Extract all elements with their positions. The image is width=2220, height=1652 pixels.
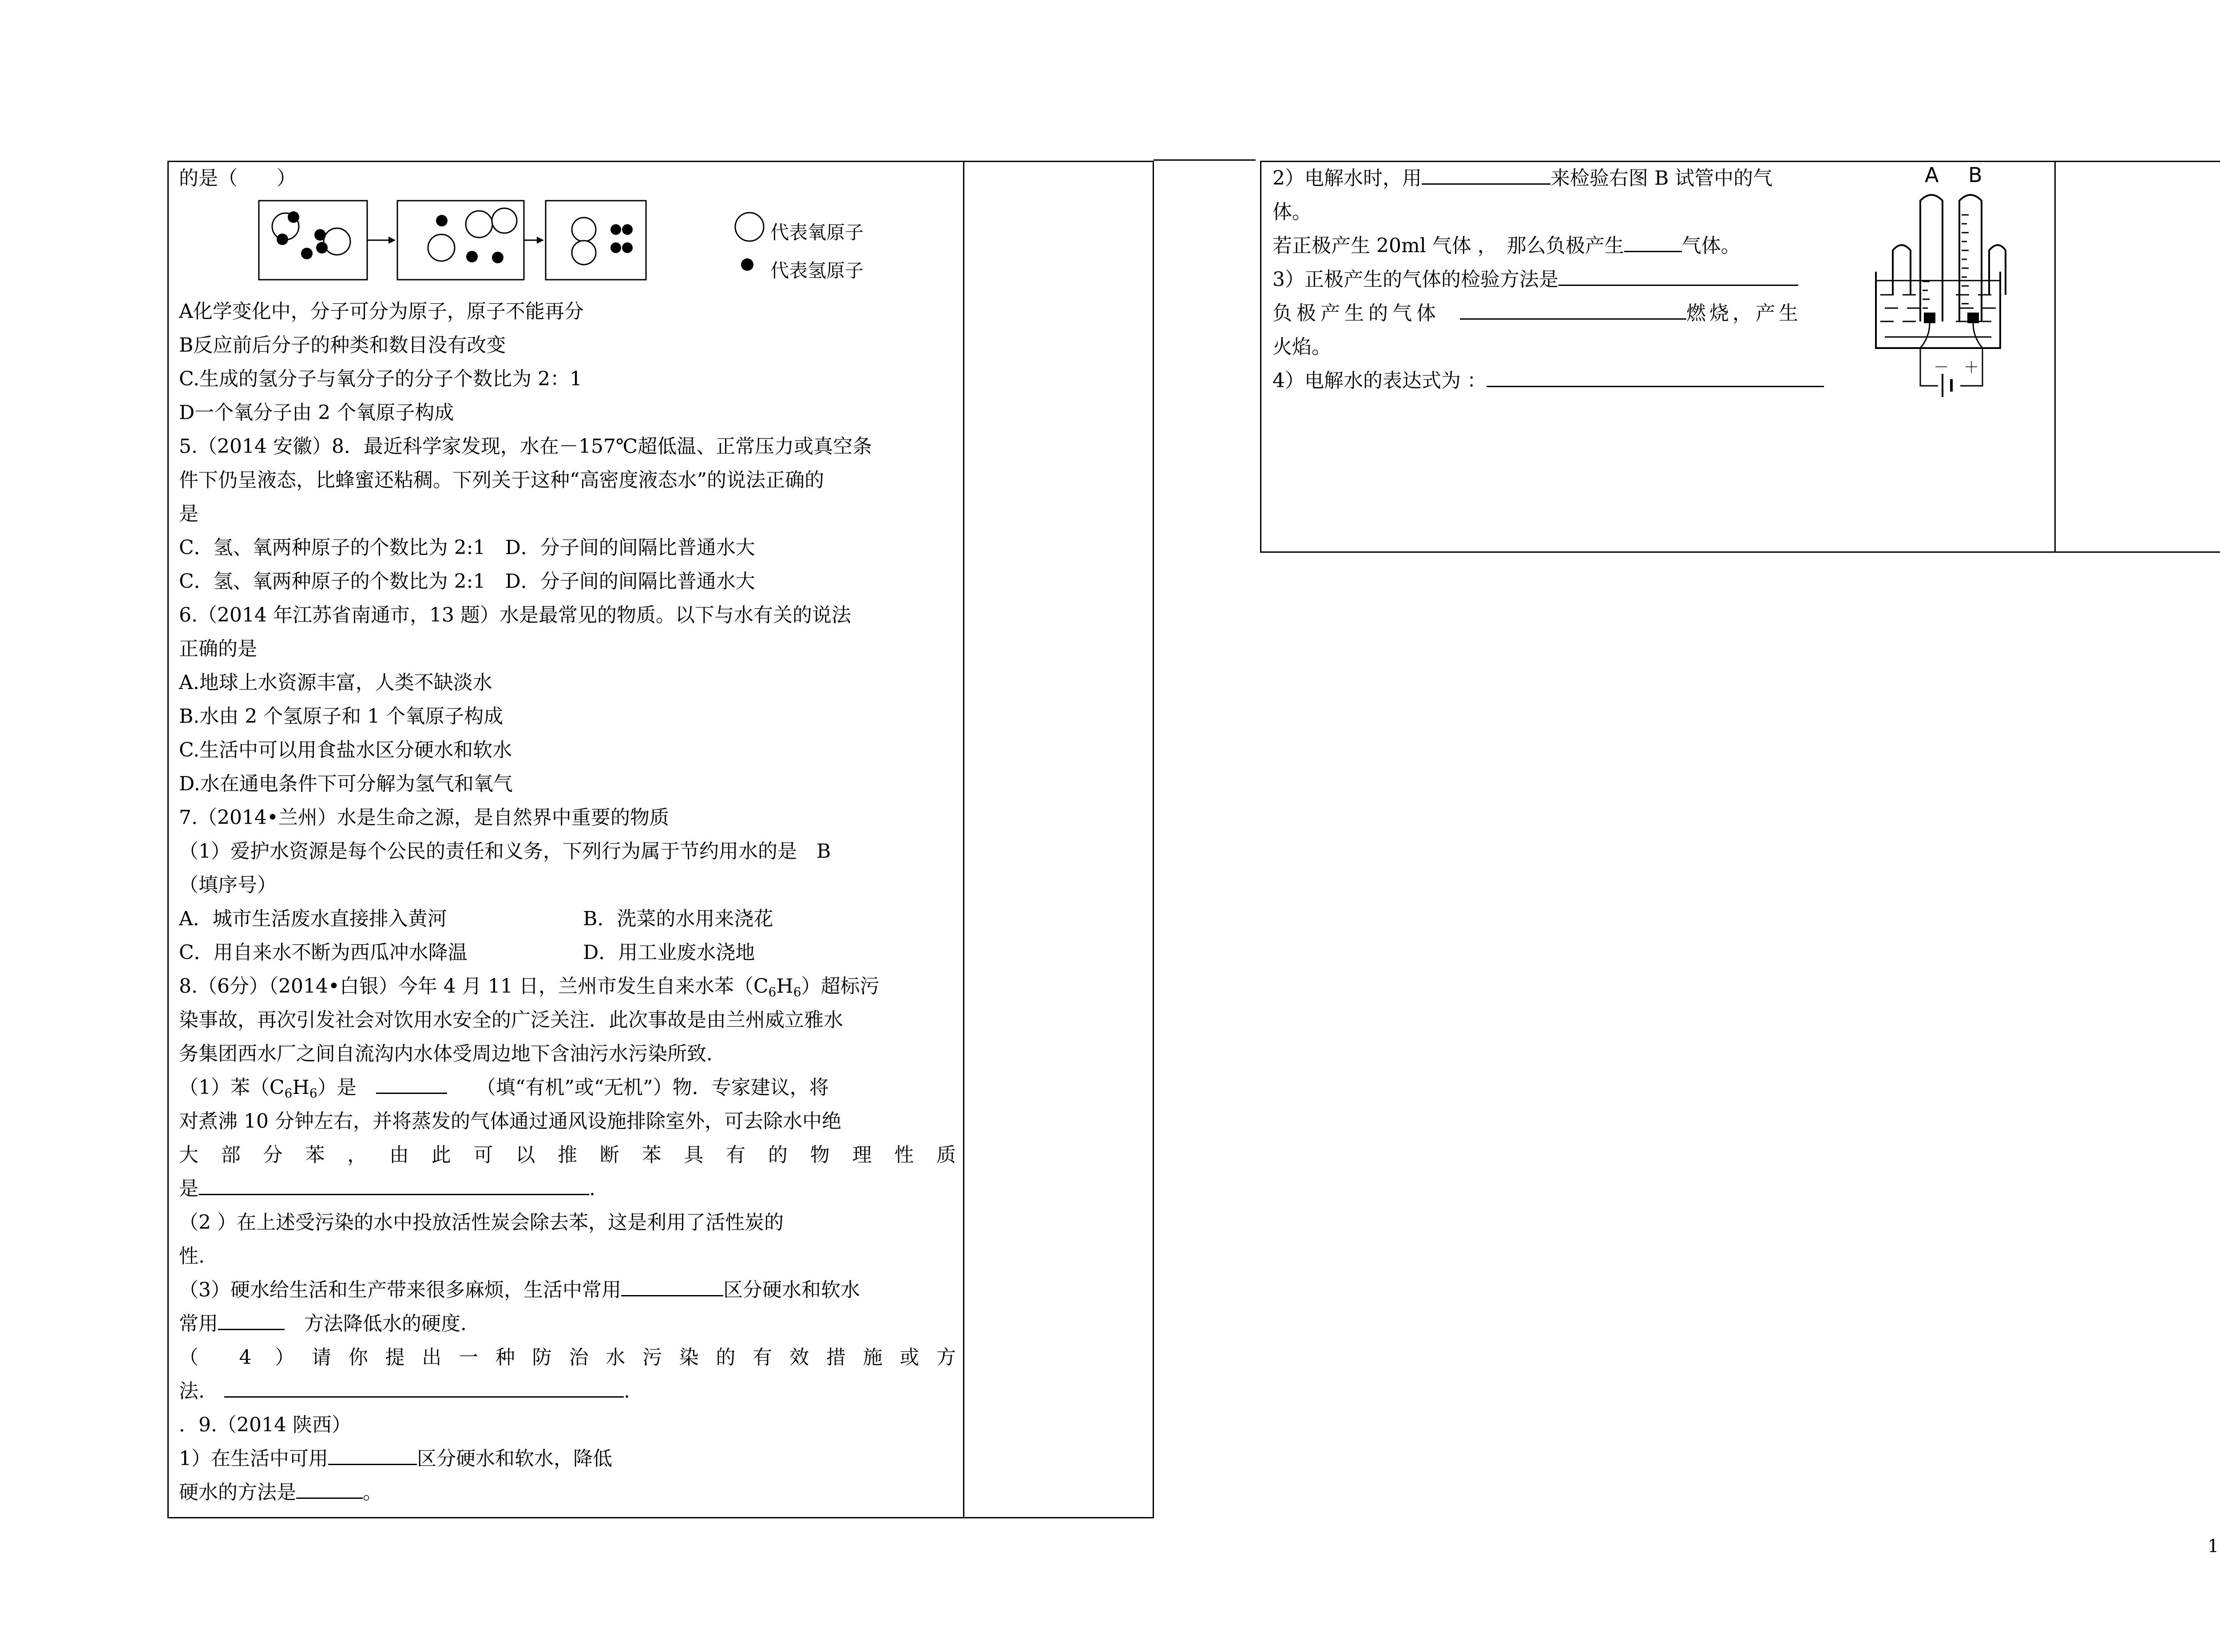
side-arm-right	[1989, 245, 2006, 295]
right-line-6: 火焰。	[1273, 336, 1331, 358]
q7-options-ab	[179, 902, 956, 936]
right-line-2: 体。	[1273, 201, 1312, 223]
molecule-diagram	[179, 195, 956, 295]
q7-part1: （1）爱护水资源是每个公民的责任和义务，下列行为属于节约用水的是 B	[179, 840, 831, 863]
electrode-b	[1967, 313, 1979, 323]
reactant-box	[259, 201, 367, 280]
q8-part2-line-2: 性.	[179, 1245, 205, 1268]
q6-option-b: B.水由 2 个氢原子和 1 个氧原子构成	[179, 705, 503, 728]
gas-test-blank[interactable]	[1422, 166, 1550, 185]
q6-option-d: D.水在通电条件下可分解为氢气和氧气	[179, 773, 513, 795]
tube-a-label: A	[1925, 163, 1939, 187]
right-line-4: 3）正极产生的气体的检验方法是	[1273, 263, 1856, 297]
q6-line-1: 6.（2014 年江苏省南通市，13 题）水是最常见的物质。以下与水有关的说法	[179, 604, 851, 626]
negative-gas-blank[interactable]	[1460, 301, 1686, 320]
tube-a-graduations	[1923, 281, 1930, 308]
page-number: 1	[2208, 1536, 2219, 1557]
tube-b	[1959, 195, 1982, 321]
q9-line-2: 1）在生活中可用 区分硬水和软水，降低	[179, 1442, 956, 1476]
q8-hardwater-distinguish-blank[interactable]	[621, 1277, 723, 1296]
minus-sign: －	[1934, 359, 1949, 376]
q7-option-b: B．洗菜的水用来浇花	[583, 907, 773, 930]
right-table-divider	[2054, 161, 2056, 553]
electrolysis-apparatus	[1867, 162, 2009, 410]
q8-part1-line-1: （1）苯$(C_6H_6)$是 （填“有机”或“无机”）物．专家建议，将	[179, 1071, 956, 1105]
right-line-1: 2）电解水时，用 来检验右图 B 试管中的气	[1273, 162, 1856, 195]
electrode-a	[1924, 313, 1935, 323]
right-line-3: 若正极产生 20ml 气体 ， 那么负极产生 气体。	[1273, 229, 1856, 263]
negative-gas-volume-blank[interactable]	[1624, 233, 1682, 252]
q8-part1-line-4: 是 .	[179, 1172, 956, 1206]
q8-measure-blank[interactable]	[224, 1379, 624, 1398]
q4-option-c: C.生成的氢分子与氧分子的分子个数比为 2：1	[179, 368, 583, 390]
q8-part1-line-2: 对煮沸 10 分钟左右，并将蒸发的气体通过通风设施排除室外，可去除水中绝	[179, 1110, 841, 1133]
q4-tail: 的是（ ）	[179, 167, 296, 190]
q6-line-2: 正确的是	[179, 638, 257, 660]
q7-option-c: C．用自来水不断为西瓜冲水降温	[179, 941, 468, 964]
right-line-7: 4）电解水的表达式为 ：	[1273, 364, 1856, 398]
q9-line-1: ．9.（2014 陕西）	[179, 1414, 351, 1436]
q8-softening-method-blank[interactable]	[218, 1311, 285, 1330]
q7-stem: 7.（2014•兰州）水是生命之源，是自然界中重要的物质	[179, 806, 669, 829]
right-line-5: 负极产生的气体 燃烧，产生	[1273, 297, 1856, 330]
plus-sign: ＋	[1964, 359, 1979, 376]
q8-line-2: 染事故，再次引发社会对饮用水安全的广泛关注．此次事故是由兰州威立雅水	[179, 1009, 843, 1031]
tube-b-graduations	[1962, 215, 1969, 304]
q5-line-2: 件下仍呈液态，比蜂蜜还粘稠。下列关于这种“高密度液态水”的说法正确的	[179, 469, 824, 491]
positive-gas-test-blank[interactable]	[1558, 267, 1798, 286]
right-column	[1273, 162, 1856, 398]
q5-line-3: 是	[179, 503, 198, 525]
side-arm-left	[1893, 245, 1911, 295]
q7-option-a: A．城市生活废水直接排入黄河	[179, 907, 447, 930]
q8-part1-answer-blank[interactable]	[376, 1075, 447, 1094]
q8-line-1: 8.（6分）（2014•白银）今年 4 月 11 日，兰州市发生自来水苯$(C_6H_6)$超标污	[179, 975, 880, 999]
q8-part4-line-2: 法. .	[179, 1375, 956, 1408]
q5-line-1: 5.（2014 安徽）8．最近科学家发现，水在－157℃超低温、正常压力或真空条	[179, 435, 872, 458]
legend-oxygen-label: 代表氧原子	[770, 222, 864, 243]
electrolysis-expression-blank[interactable]	[1487, 368, 1824, 387]
q8-part4-line-1: （ 4 ）请你提出一种防治水污染的有效措施或方	[179, 1346, 956, 1369]
q8-part3-line-1: （3）硬水给生活和生产带来很多麻烦，生活中常用 区分硬水和软水	[179, 1273, 956, 1307]
q9-line-3: 硬水的方法是 。	[179, 1476, 956, 1509]
q7-option-d: D．用工业废水浇地	[583, 941, 755, 964]
q9-distinguish-blank[interactable]	[328, 1446, 417, 1465]
q6-option-c: C.生活中可以用食盐水区分硬水和软水	[179, 739, 512, 761]
left-column	[179, 162, 956, 1509]
q8-property-blank[interactable]	[198, 1176, 589, 1195]
q4-option-b: B反应前后分子的种类和数目没有改变	[179, 334, 506, 357]
left-table-top-extension	[1154, 159, 1256, 161]
q5-option-line-1: C．氢、氧两种原子的个数比为 2:1 D．分子间的间隔比普通水大	[179, 536, 755, 559]
q8-part3-line-2: 常用 方法降低水的硬度.	[179, 1307, 956, 1341]
tube-b-label: B	[1968, 163, 1982, 187]
left-table-divider	[963, 161, 964, 1518]
q8-line-3: 务集团西水厂之间自流沟内水体受周边地下含油污水污染所致．	[179, 1042, 726, 1065]
q4-option-a: A化学变化中，分子可分为原子，原子不能再分	[179, 300, 584, 323]
q8-part1-line-3: 大部分苯，由此可以推断苯具有的物理性质	[179, 1144, 956, 1166]
q6-option-a: A.地球上水资源丰富，人类不缺淡水	[179, 671, 492, 694]
q5-option-line-2: C．氢、氧两种原子的个数比为 2:1 D．分子间的间隔比普通水大	[179, 570, 755, 593]
q9-method-blank[interactable]	[296, 1480, 363, 1499]
q7-options-cd	[179, 936, 956, 970]
q4-option-d: D一个氧分子由 2 个氧原子构成	[179, 401, 454, 424]
legend-hydrogen-label: 代表氢原子	[770, 260, 864, 281]
q7-part1-b: （填序号）	[179, 874, 277, 896]
tube-a	[1920, 195, 1942, 321]
q8-part2-line-1: （2 ）在上述受污染的水中投放活性炭会除去苯，这是利用了活性炭的	[179, 1211, 784, 1234]
